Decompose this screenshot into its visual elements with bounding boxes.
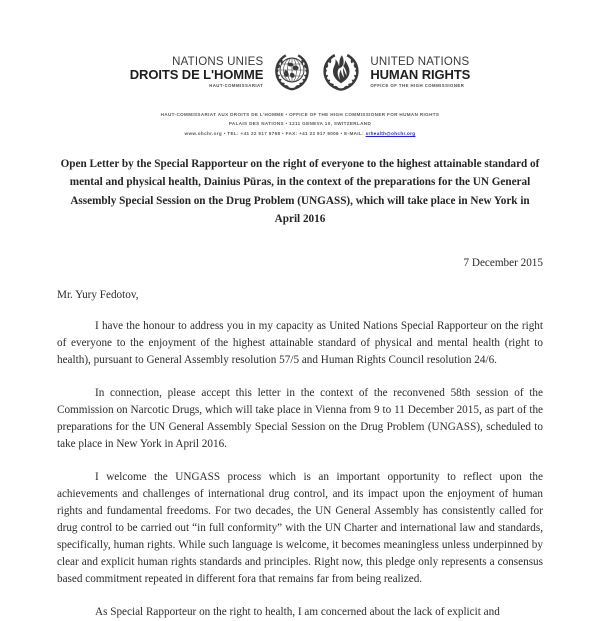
contact-address-line — [0, 119, 600, 128]
letter-paragraph: In connection, please accept this letter in the context of the reconvened 58th session of the Commission on Narcotic Drugs, which will take place in Vienna from 9 to 11 December 2015, as part of the preparations for the UN General Assembly Special Session on the Drug Problem (UNGASS), scheduled to take place in New York in April 2016. — [57, 386, 543, 450]
page-title: Open Letter by the Special Rapporteur on the right of everyone to the highest attainable standard of mental and physical health, Dainius Pūras, in the context of the preparations for the UN General Assembly Special Session on the Drug Problem (UNGASS), which will take place in New York in April 2016 — [60, 158, 540, 225]
contact-address-text: PALAIS DES NATIONS • 1211 GENEVA 10, SWITZERLAND — [228, 121, 372, 127]
letter-date: 7 December 2015 — [463, 256, 543, 269]
letterhead-en-office-high-commissioner: OFFICE OF THE HIGH COMMISSIONER — [370, 82, 465, 88]
letterhead-french-block — [130, 56, 264, 88]
letter-paragraph: I welcome the UNGASS process which is an important opportunity to reflect upon the achievements and challenges of international drug control, and its impact upon the enjoyment of human rights and fundamental freedoms. For two decades, the UN General Assembly has consistently called for drug control to be carried out “in full conformity” with the UN Charter and international law and standards, specifically, human rights. While such language is welcome, it becomes meaningless unless underpinned by clear and explicit human rights standards and principles. Right now, this pledge only represents a consensus based commitment repeated in different fora that remains far from being realized. — [57, 470, 543, 585]
un-globe-emblem — [272, 52, 312, 92]
contact-web-text: www.ohchr.org • TEL: +41 22 917 9768 • FAX: +41 22 917 9006 • E-MAIL: — [184, 130, 366, 136]
letterhead-en-united-nations: UNITED NATIONS — [370, 55, 470, 68]
letterhead-contact-block — [0, 110, 600, 138]
contact-email-link[interactable]: srhealth@ohchr.org — [365, 130, 416, 136]
letterhead-fr-droits-de-lhomme: DROITS DE L'HOMME — [129, 66, 264, 82]
letterhead — [0, 0, 600, 92]
letterhead-english-block — [370, 56, 470, 88]
letterhead-en-human-rights: HUMAN RIGHTS — [370, 66, 471, 82]
letter-paragraph: As Special Rapporteur on the right to health, I am concerned about the lack of explicit and — [95, 606, 500, 618]
letter-body — [57, 155, 543, 621]
ohchr-flame-emblem — [321, 52, 361, 92]
letter-salutation: Mr. Yury Fedotov, — [57, 288, 139, 301]
letterhead-fr-nations-unies: NATIONS UNIES — [172, 55, 264, 68]
letterhead-fr-haut-commissariat: HAUT-COMMISSARIAT — [209, 82, 264, 88]
contact-office-line: HAUT-COMMISSARIAT AUX DROITS DE L'HOMME • OFFICE OF THE HIGH COMMISSIONER FOR HUMAN RIGHTS — [160, 112, 440, 117]
contact-web-line — [0, 129, 600, 138]
letter-paragraph: I have the honour to address you in my capacity as United Nations Special Rapporteur on the right of everyone to the enjoyment of the highest attainable standard of physical and mental health (right to health), pursuant to General Assembly resolution 57/5 and Human Rights Council resolution 24/6. — [57, 319, 543, 366]
